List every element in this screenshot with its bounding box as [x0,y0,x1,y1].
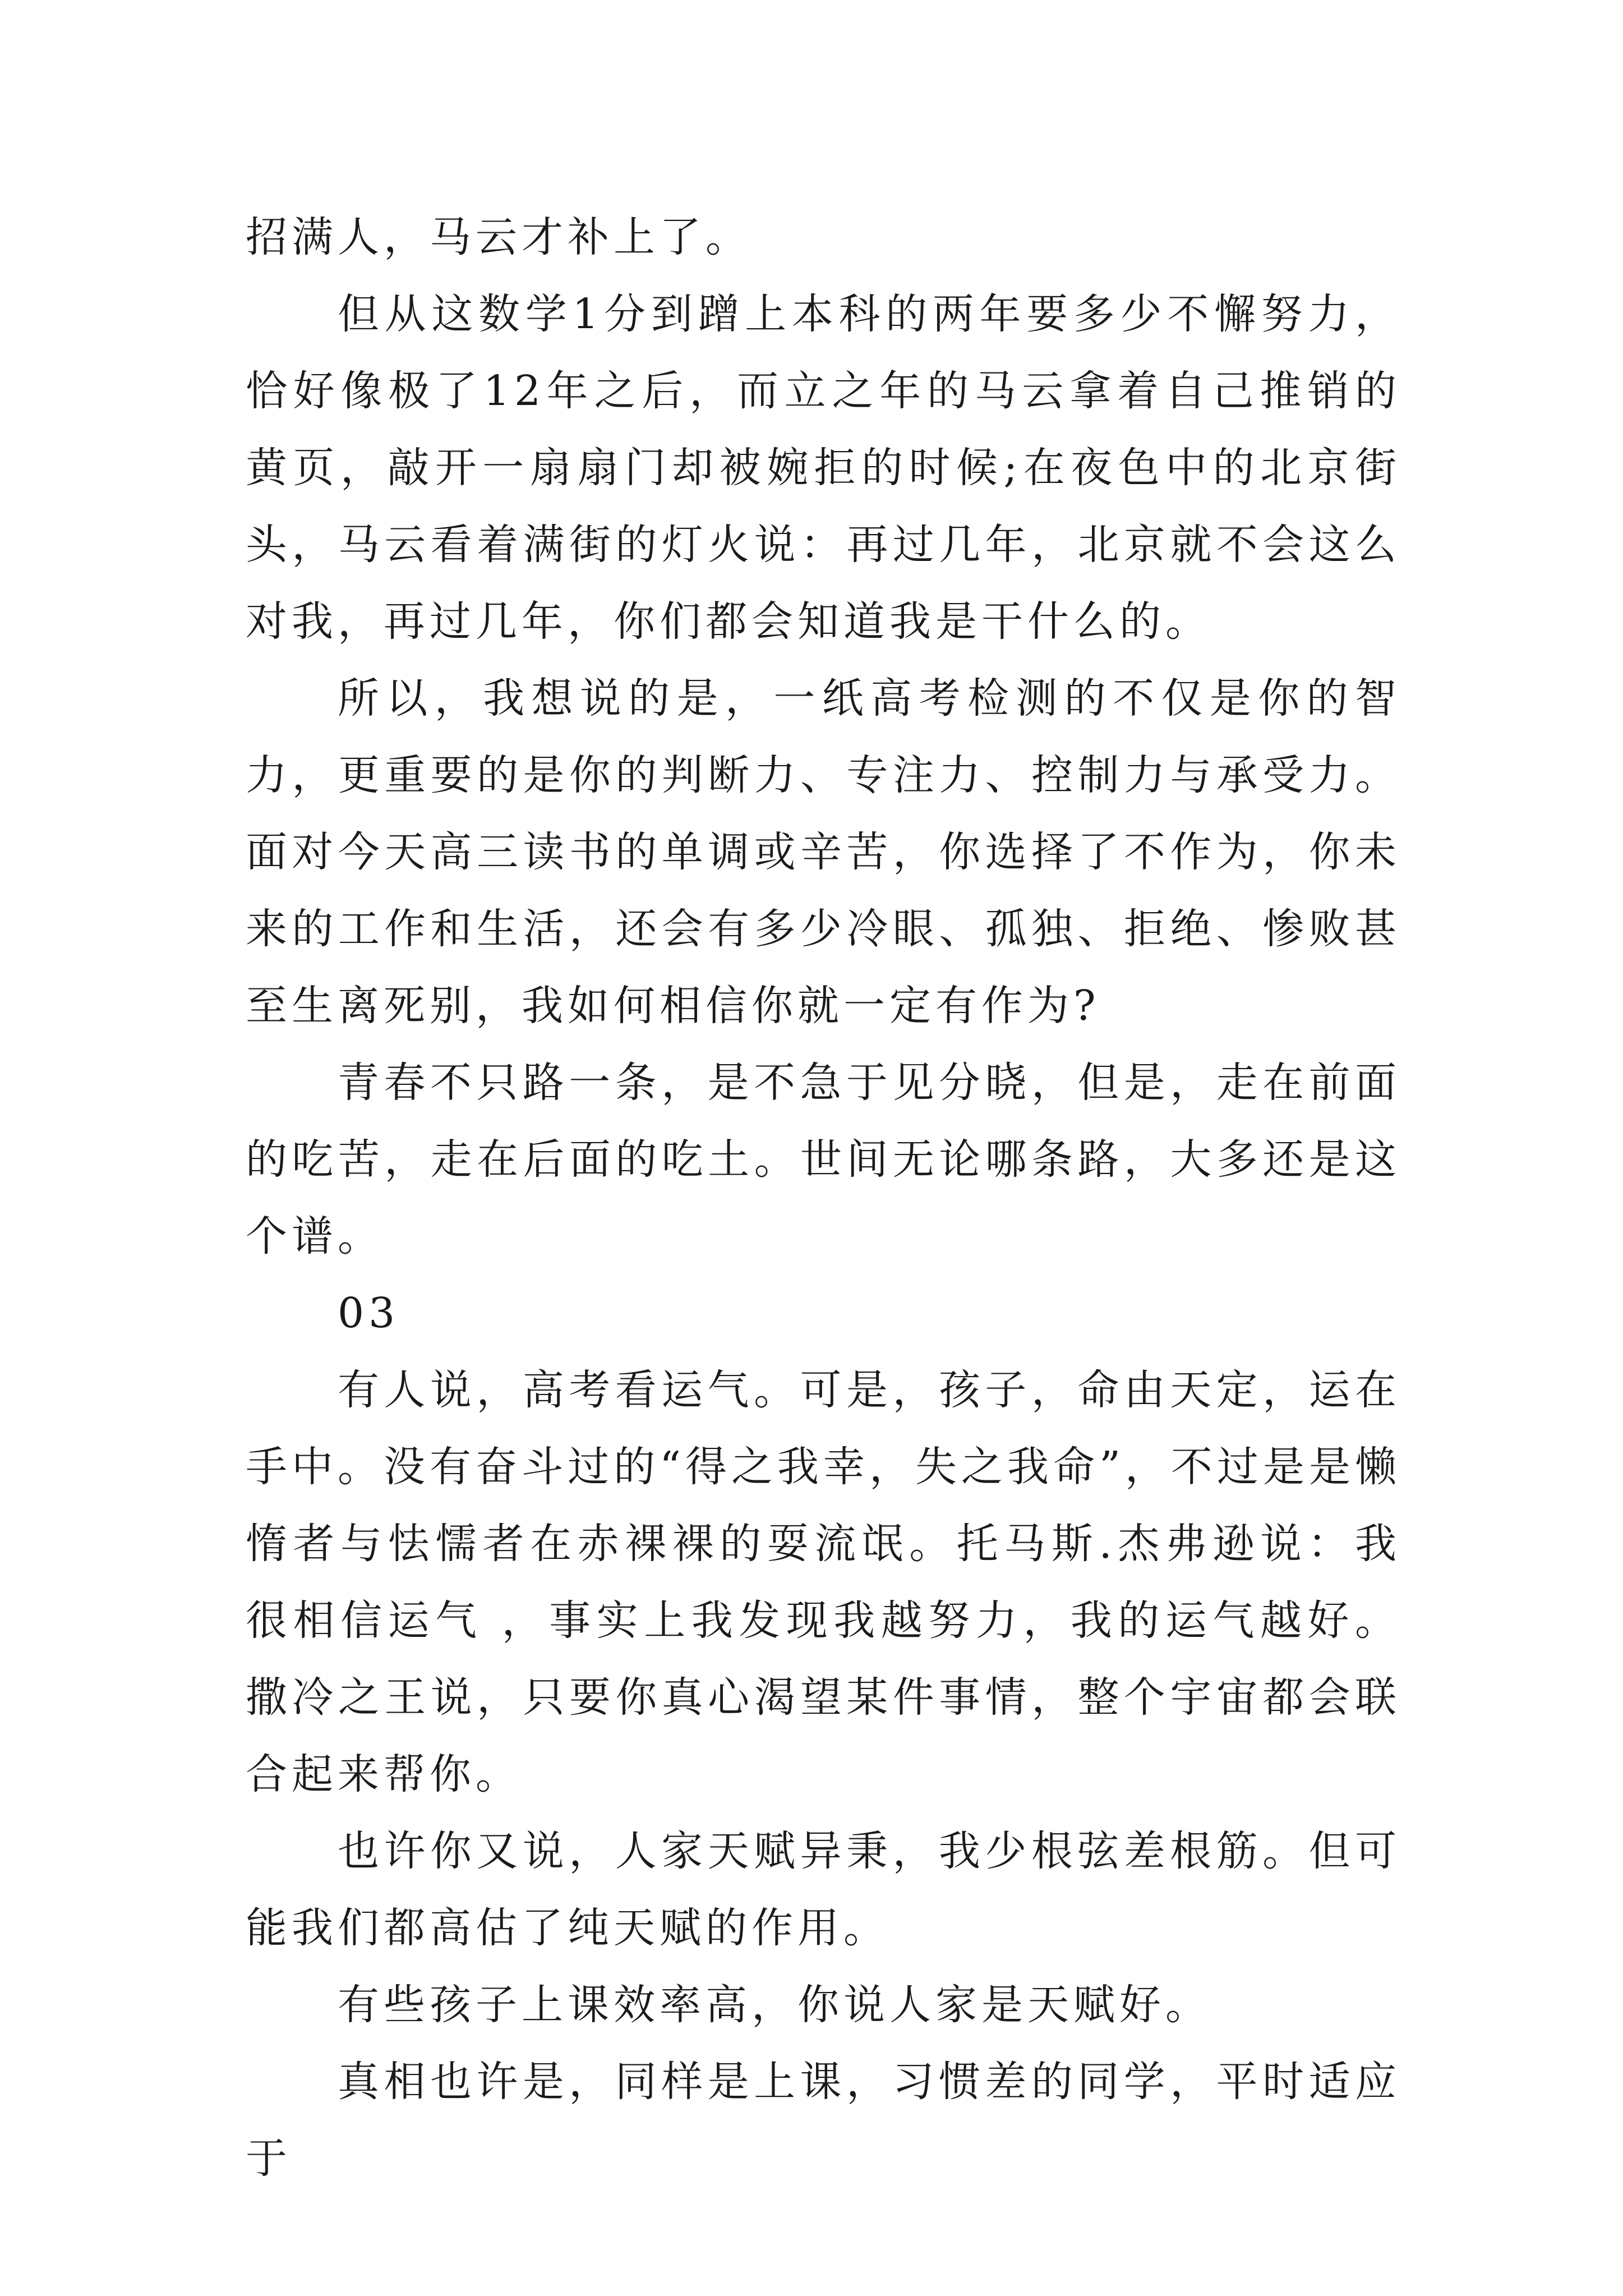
paragraph-gaokao-ability: 所以，我想说的是，一纸高考检测的不仅是你的智力，更重要的是你的判断力、专注力、控制力与承受力。面对今天高三读书的单调或辛苦，你选择了不作为，你未来的工作和生活，还会有多少冷眼、孤独、拒绝、惨败甚至生离死别，我如何相信你就一定有作为? [246,674,1401,1030]
section-number: 03 [338,1289,400,1337]
paragraph-talent: 也许你又说，人家天赋异秉，我少根弦差根筋。但可能我们都高估了纯天赋的作用。 [246,1827,1401,1952]
document-body [246,199,1401,2197]
paragraph-efficiency: 有些孩子上课效率高，你说人家是天赋好。 [338,1981,1211,2029]
paragraph-luck: 有人说，高考看运气。可是，孩子，命由天定，运在手中。没有奋斗过的“得之我幸，失之我命”，不过是是懒惰者与怯懦者在赤裸裸的耍流氓。托马斯.杰弗逊说：我很相信运气 ，事实上我发现我越努力，我的运气越好。撒冷之王说，只要你真心渴望某件事情，整个宇宙都会联合起来帮你。 [246,1366,1401,1798]
paragraph-ma-yun-story: 但从这数学1分到蹭上本科的两年要多少不懈努力，恰好像极了12年之后，而立之年的马云拿着自己推销的黄页，敲开一扇扇门却被婉拒的时候;在夜色中的北京街头，马云看着满街的灯火说：再过几年，北京就不会这么对我，再过几年，你们都会知道我是干什么的。 [246,290,1401,646]
paragraph-youth-path: 青春不只路一条，是不急于见分晓，但是，走在前面的吃苦，走在后面的吃土。世间无论哪条路，大多还是这个谱。 [246,1059,1401,1260]
paragraph-truth: 真相也许是，同样是上课，习惯差的同学，平时适应于 [246,2058,1401,2183]
paragraph-continuation: 招满人，马云才补上了。 [246,213,751,261]
